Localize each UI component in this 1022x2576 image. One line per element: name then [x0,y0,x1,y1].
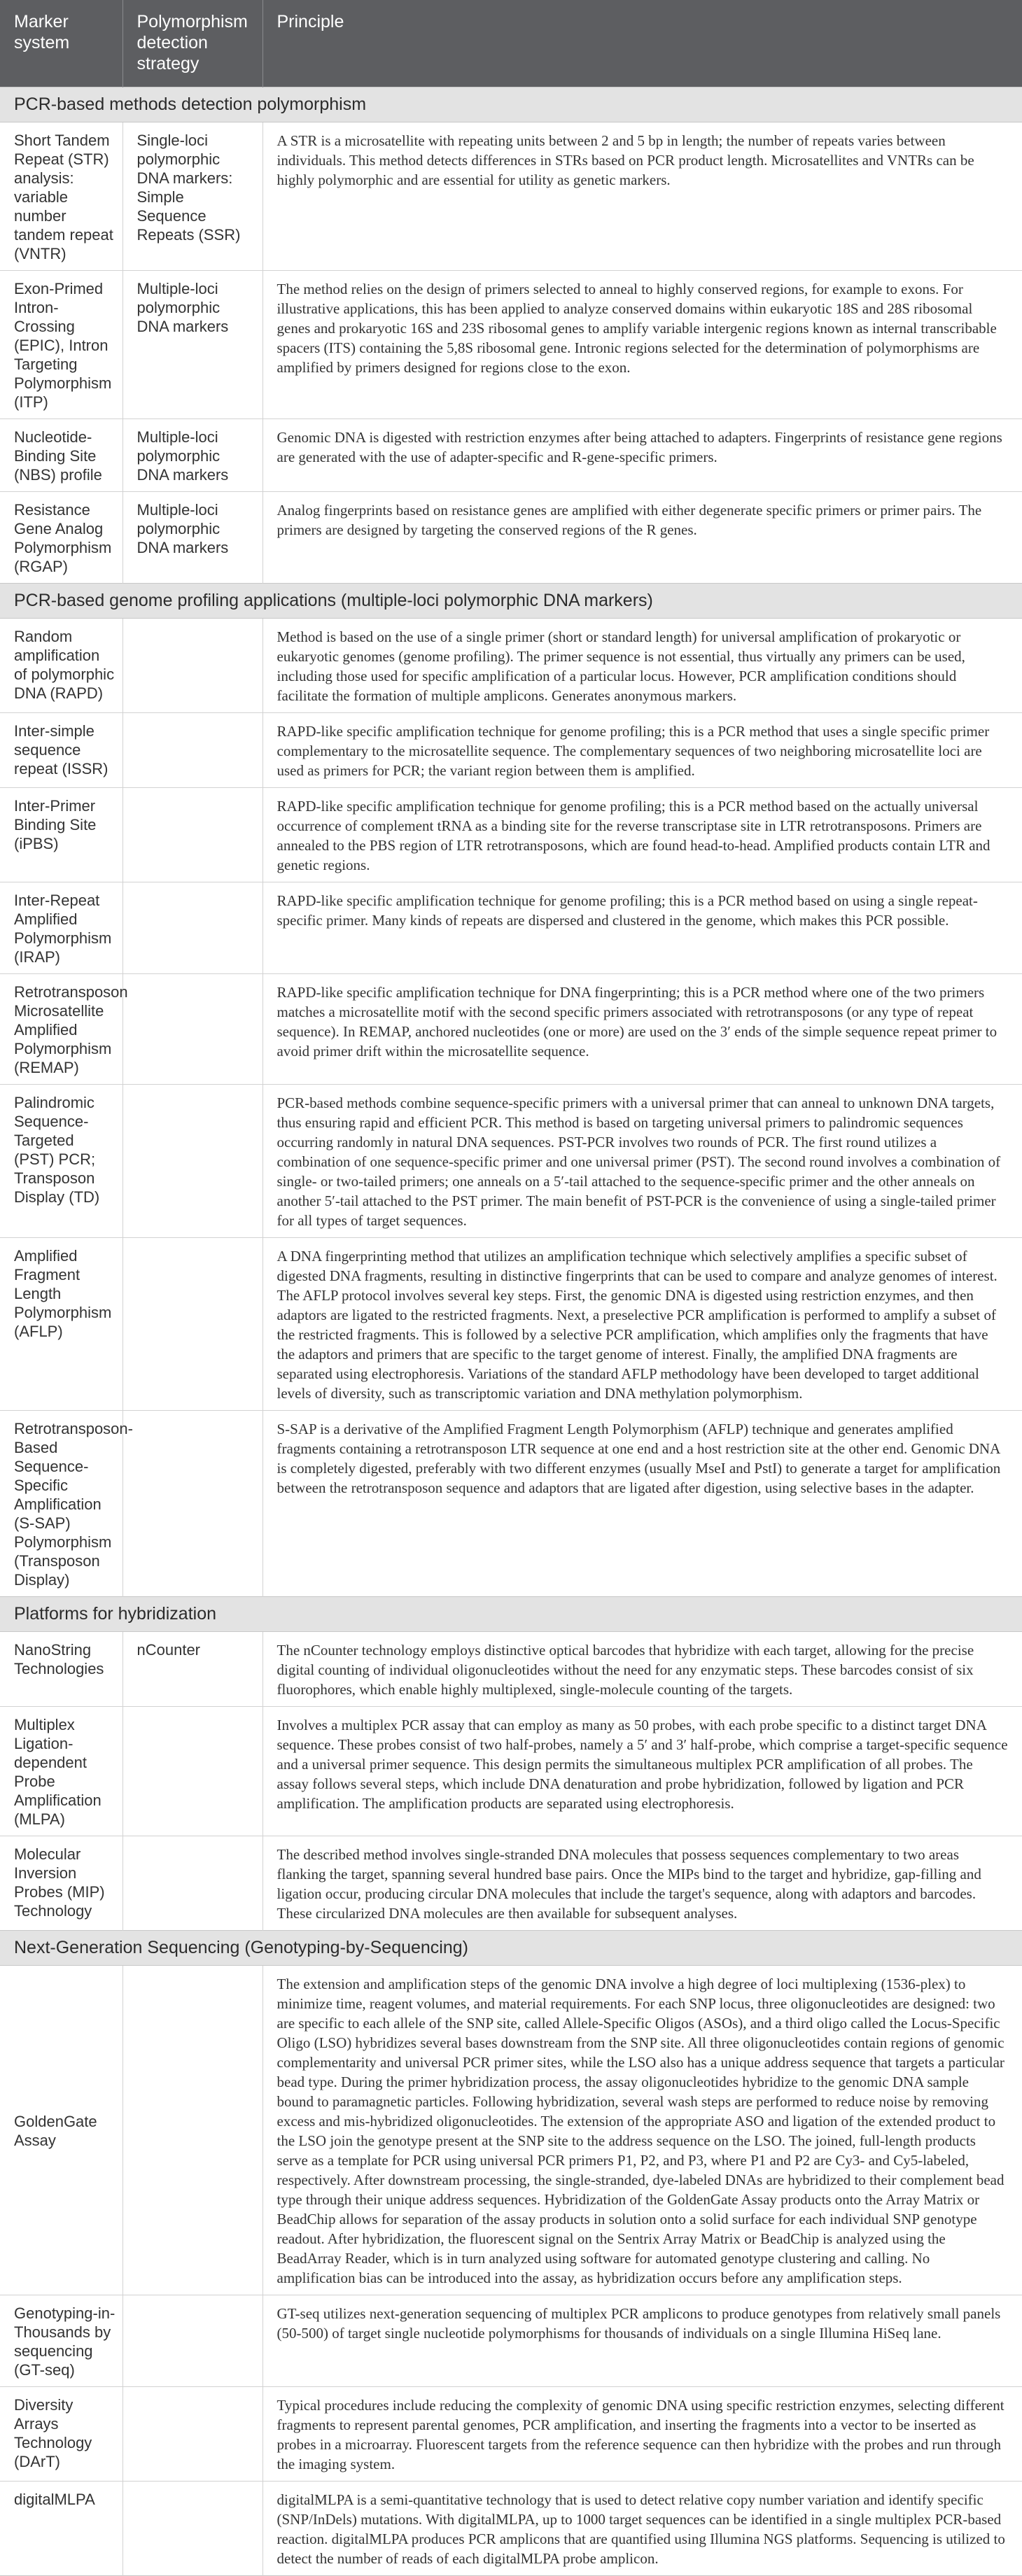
detection-strategy-cell [122,974,262,1085]
principle-cell: A STR is a microsatellite with repeating units between 2 and 5 bp in length; the number of repeats varies between individuals. This method detects differences in STRs based on PCR product length. Microsatellites and VNTRs can be highly polymorphic and are essential for utility as genetic markers. [262,122,1022,271]
marker-system-cell: Molecular Inversion Probes (MIP) Technology [0,1836,122,1931]
table-row [0,2482,1022,2576]
principle-cell: RAPD-like specific amplification technique for genome profiling; this is a PCR method that uses a single specific primer complementary to the microsatellite sequence. The complementary sequences of two neighboring microsatellite loci are used as primers for PCR; the variant region between them is amplified. [262,713,1022,788]
detection-strategy-cell: Multiple-loci polymorphic DNA markers [122,492,262,584]
table-row [0,1238,1022,1411]
table-row [0,419,1022,492]
marker-system-cell: Resistance Gene Analog Polymorphism (RGAP) [0,492,122,584]
principle-cell: RAPD-like specific amplification technique for genome profiling; this is a PCR method based on using a single repeat-specific primer. Many kinds of repeats are dispersed and clustered in the genome, which makes this PCR possible. [262,882,1022,974]
table-row [0,882,1022,974]
principle-cell: digitalMLPA is a semi-quantitative technology that is used to detect relative copy number variation and identify specific (SNP/InDels) mutations. With digitalMLPA, up to 1000 target sequences can be identified in a single multiplex PCR-based reaction. digitalMLPA produces PCR amplicons that are quantified using Illumina NGS platforms. Sequencing is utilized to detect the number of reads of each digitalMLPA probe amplicon. [262,2482,1022,2576]
detection-strategy-cell [122,1836,262,1931]
detection-strategy-cell: Single-loci polymorphic DNA markers: Simple Sequence Repeats (SSR) [122,122,262,271]
section-header-row [0,1931,1022,1966]
principle-cell: Genomic DNA is digested with restriction enzymes after being attached to adapters. Fingerprints of resistance gene regions are generated with the use of adapter-specific and R-gene-specific primers. [262,419,1022,492]
section-header-row [0,1597,1022,1632]
principle-cell: Analog fingerprints based on resistance genes are amplified with either degenerate specific primers or primer pairs. The primers are designed by targeting the conserved regions of the R genes. [262,492,1022,584]
detection-strategy-cell: nCounter [122,1632,262,1707]
marker-system-cell: Random amplification of polymorphic DNA (RAPD) [0,619,122,713]
marker-system-cell: NanoString Technologies [0,1632,122,1707]
table-row [0,2387,1022,2482]
marker-system-cell: Genotyping-in-Thousands by sequencing (GT-seq) [0,2295,122,2387]
section-header-row [0,87,1022,122]
marker-system-cell: Inter-Repeat Amplified Polymorphism (IRAP) [0,882,122,974]
section-title: Next-Generation Sequencing (Genotyping-by-Sequencing) [0,1931,1022,1966]
principle-cell: PCR-based methods combine sequence-specific primers with a universal primer that can anneal to unknown DNA targets, thus ensuring rapid and efficient PCR. This method is based on targeting universal primers to palindromic sequences occurring randomly in natural DNA sequences. PST-PCR involves two rounds of PCR. The first round utilizes a combination of one sequence-specific primer and one universal primer (PST). The second round involves a combination of single- or two-tailed primers; one anneals on a 5′-tail attached to the sequence-specific primer and the other anneals on another 5′-tail attached to the PST primer. The main benefit of PST-PCR is the convenience of using a single-tailed primer for all types of target sequences. [262,1085,1022,1238]
principle-cell: Typical procedures include reducing the complexity of genomic DNA using specific restriction enzymes, selecting different fragments to represent parental genomes, PCR amplification, and inserting the fragments into a vector to be inserted as probes in a microarray. Fluorescent targets from the reference sequence can then hybridize with the probes and run through the imaging system. [262,2387,1022,2482]
table-row [0,1836,1022,1931]
table-row [0,122,1022,271]
detection-strategy-cell [122,882,262,974]
marker-system-cell: Exon-Primed Intron-Crossing (EPIC), Intron Targeting Polymorphism (ITP) [0,271,122,419]
detection-strategy-cell [122,1707,262,1836]
principle-cell: The nCounter technology employs distinctive optical barcodes that hybridize with each target, allowing for the precise digital counting of individual oligonucleotides without the need for any enzymatic steps. These barcodes consist of six fluorophores, which enable highly multiplexed, single-molecule counting of the targets. [262,1632,1022,1707]
table-body [0,87,1022,2576]
section-title: PCR-based genome profiling applications (multiple-loci polymorphic DNA markers) [0,584,1022,619]
detection-strategy-cell [122,788,262,882]
marker-system-cell: Short Tandem Repeat (STR) analysis: variable number tandem repeat (VNTR) [0,122,122,271]
table-header-row [0,0,1022,87]
principle-cell: S-SAP is a derivative of the Amplified Fragment Length Polymorphism (AFLP) technique and generates amplified fragments containing a retrotransposon LTR sequence at one end and a host restriction site at the other end. Genomic DNA is completely digested, preferably with two different enzymes (usually MseI and PstI) to generate a target for amplification between the retrotransposon sequence and adaptors that are ligated after digestion, using selective bases in the adapter. [262,1411,1022,1597]
table-row [0,492,1022,584]
detection-strategy-cell [122,2482,262,2576]
header-detection-strategy: Polymorphism detection strategy [122,0,262,87]
marker-system-cell: Multiplex Ligation-dependent Probe Amplification (MLPA) [0,1707,122,1836]
table-row [0,1707,1022,1836]
principle-cell: The described method involves single-stranded DNA molecules that possess sequences complementary to two areas flanking the target, spanning several hundred base pairs. Once the MIPs bind to the target and hybridize, gap-filling and ligation occur, producing circular DNA molecules that include the target's sequence, along with adaptors and barcodes. These circularized DNA molecules are then available for subsequent analyses. [262,1836,1022,1931]
detection-strategy-cell [122,1085,262,1238]
detection-strategy-cell [122,713,262,788]
table-row [0,2295,1022,2387]
detection-strategy-cell [122,1966,262,2295]
detection-strategy-cell [122,619,262,713]
marker-system-cell: Diversity Arrays Technology (DArT) [0,2387,122,2482]
marker-system-cell: Retrotransposon Microsatellite Amplified Polymorphism (REMAP) [0,974,122,1085]
principle-cell: GT-seq utilizes next-generation sequencing of multiplex PCR amplicons to produce genotypes from relatively small panels (50-500) of target single nucleotide polymorphisms for thousands of individuals on a single Illumina HiSeq lane. [262,2295,1022,2387]
table-row [0,271,1022,419]
detection-strategy-cell [122,1238,262,1411]
principle-cell: Involves a multiplex PCR assay that can employ as many as 50 probes, with each probe specific to a distinct target DNA sequence. These probes consist of two half-probes, namely a 5′ and 3′ half-probe, which comprise a target-specific sequence and a universal primer sequence. This design permits the simultaneous multiplex PCR amplification of all probes. The assay follows several steps, which include DNA denaturation and probe hybridization, followed by ligation and PCR amplification. The amplification products are separated using electrophoresis. [262,1707,1022,1836]
table-row [0,1411,1022,1597]
table-row [0,974,1022,1085]
principle-cell: A DNA fingerprinting method that utilizes an amplification technique which selectively amplifies a specific subset of digested DNA fragments, resulting in distinctive fingerprints that can be used to compare and analyze genomes of interest. The AFLP protocol involves several key steps. First, the genomic DNA is digested using restriction enzymes, and then adaptors are ligated to the restricted fragments. Next, a preselective PCR amplification is performed to amplify a subset of the restricted fragments. This is followed by a selective PCR amplification, which amplifies only the fragments that have the adaptors and primers that are specific to the target genome of interest. Finally, the amplified DNA fragments are separated using electrophoresis. Variations of the standard AFLP methodology have been developed to target additional levels of diversity, such as transcriptomic variation and DNA methylation polymorphism. [262,1238,1022,1411]
detection-strategy-cell: Multiple-loci polymorphic DNA markers [122,419,262,492]
marker-system-cell: Amplified Fragment Length Polymorphism (AFLP) [0,1238,122,1411]
marker-system-cell: Inter-simple sequence repeat (ISSR) [0,713,122,788]
marker-system-cell: digitalMLPA [0,2482,122,2576]
marker-system-cell: Palindromic Sequence-Targeted (PST) PCR; Transposon Display (TD) [0,1085,122,1238]
detection-strategy-cell [122,2295,262,2387]
section-title: PCR-based methods detection polymorphism [0,87,1022,122]
table-row [0,619,1022,713]
table-row [0,788,1022,882]
table-row [0,713,1022,788]
principle-cell: RAPD-like specific amplification technique for genome profiling; this is a PCR method based on the actually universal occurrence of complement tRNA as a binding site for the reverse transcriptase site in LTR retrotransposons. Primers are annealed to the PBS region of LTR retrotransposons, which are found head-to-head. Amplified products contain LTR and genetic regions. [262,788,1022,882]
header-marker-system: Marker system [0,0,122,87]
section-header-row [0,584,1022,619]
section-title: Platforms for hybridization [0,1597,1022,1632]
principle-cell: The extension and amplification steps of the genomic DNA involve a high degree of loci multiplexing (1536-plex) to minimize time, reagent volumes, and material requirements. For each SNP locus, three oligonucleotides are designed: two are specific to each allele of the SNP site, called Allele-Specific Oligos (ASOs), and a third oligo called the Locus-Specific Oligo (LSO) hybridizes several bases downstream from the SNP site. All three oligonucleotides contain regions of genomic complementarity and universal PCR primer sites, while the LSO also has a unique address sequence that targets a particular bead type. During the primer hybridization process, the assay oligonucleotides hybridize to the genomic DNA sample bound to paramagnetic particles. Following hybridization, several wash steps are performed to reduce noise by removing excess and mis-hybridized oligonucleotides. The extension of the appropriate ASO and ligation of the extended product to the LSO join the genotype present at the SNP site to the address sequence on the LSO. The joined, full-length products serve as a template for PCR using universal PCR primers P1, P2, and P3, where P1 and P2 are Cy3- and Cy5-labeled, respectively. After downstream processing, the single-stranded, dye-labeled DNAs are hybridized to their complement bead type through their unique address sequences. Hybridization of the GoldenGate Assay products onto the Array Matrix or BeadChip allows for separation of the assay products in solution onto a solid surface for each individual SNP genotype readout. After hybridization, the fluorescent signal on the Sentrix Array Matrix or BeadChip is analyzed using the BeadArray Reader, which is in turn analyzed using software for automated genotype clustering and calling. No amplification bias can be introduced into the assay, as hybridization occurs before any amplification steps. [262,1966,1022,2295]
marker-system-cell: Nucleotide-Binding Site (NBS) profile [0,419,122,492]
marker-system-cell: GoldenGate Assay [0,1966,122,2295]
header-principle: Principle [262,0,1022,87]
principle-cell: Method is based on the use of a single primer (short or standard length) for universal amplification of prokaryotic or eukaryotic genomes (genome profiling). The primer sequence is not essential, thus virtually any primers can be used, including those used for specific amplification of a particular locus. However, PCR amplification conditions should facilitate the formation of multiple amplicons. Generates anonymous markers. [262,619,1022,713]
table-row [0,1632,1022,1707]
marker-system-cell: Inter-Primer Binding Site (iPBS) [0,788,122,882]
table-row [0,1966,1022,2295]
detection-strategy-cell [122,1411,262,1597]
marker-system-cell: Retrotransposon-Based Sequence-Specific Amplification (S-SAP) Polymorphism (Transposon Display) [0,1411,122,1597]
principle-cell: The method relies on the design of primers selected to anneal to highly conserved regions, for example to exons. For illustrative applications, this has been applied to analyze conserved domains within eukaryotic 18S and 28S ribosomal genes and prokaryotic 16S and 23S ribosomal genes to amplify variable intergenic regions known as internal transcribable spacers (ITS) containing the 5,8S ribosomal gene. Intronic regions selected for the determination of polymorphisms are amplified by primers designed for regions close to the exon. [262,271,1022,419]
table-row [0,1085,1022,1238]
detection-strategy-cell: Multiple-loci polymorphic DNA markers [122,271,262,419]
principle-cell: RAPD-like specific amplification technique for DNA fingerprinting; this is a PCR method where one of the two primers matches a microsatellite motif with the second specific primers associated with retrotransposons (or any type of repeat sequence). In REMAP, anchored nucleotides (one or more) are used on the 3′ ends of the simple sequence repeat primer to avoid primer drift within the microsatellite sequence. [262,974,1022,1085]
detection-strategy-cell [122,2387,262,2482]
